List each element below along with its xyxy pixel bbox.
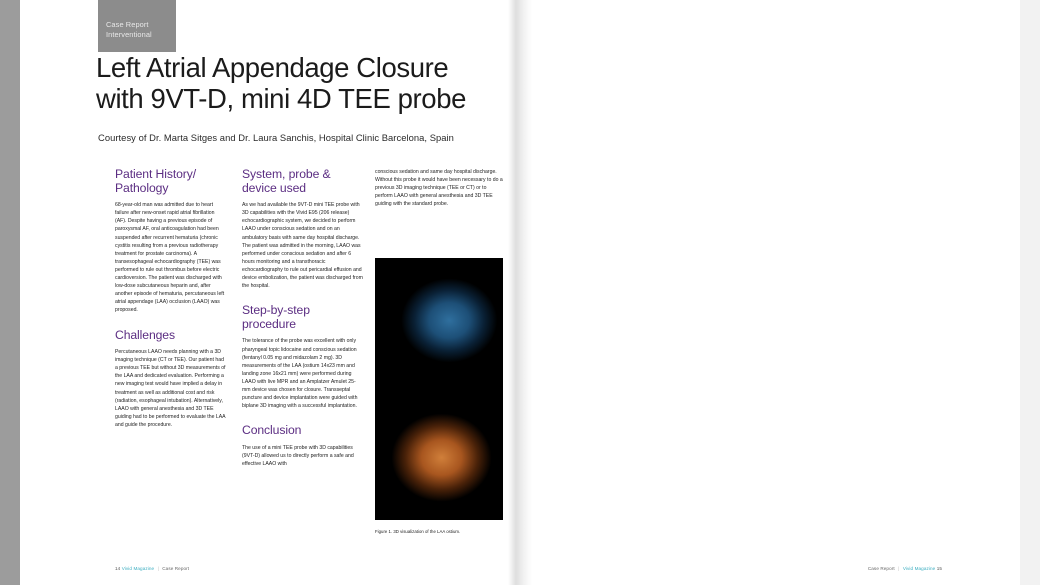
body-column-2 <box>242 168 364 475</box>
figure-1-upper-volume <box>375 258 503 388</box>
article-byline: Courtesy of Dr. Marta Sitges and Dr. Laura Sanchis, Hospital Clinic Barcelona, Spain <box>98 132 454 143</box>
heading-step-by-step: Step-by-step procedure <box>242 303 310 331</box>
text-step-by-step: The tolerance of the probe was excellent with only pharyngeal topic lidocaine and conscious sedation (fentanyl 0.05 mg and midazolam 2 mg). 3D measurements of the LAA (ostium 14x23 mm and landing zone 16x21 mm) were performed during LAAO with live MPR and an Amplatzer Amulet 25-mm device was chosen for closure. Transseptal puncture and device implantation were guided with biplane 3D imaging with a successful implantation. <box>242 338 358 410</box>
article-title: Left Atrial Appendage Closure with 9VT-D, mini 4D TEE probe <box>96 52 466 114</box>
figure-1-image <box>375 258 503 520</box>
text-system-probe: As we had available the 9VT-D mini TEE probe with 3D capabilities with the Vivid E95 (206 release) echocardiographic system, we decided to perform LAAO under conscious sedation and on an ambulatory basis with same day hospital discharge. The patient was admitted in the morning, LAAO was performed under conscious sedation and after 6 hours monitoring and a transthoracic echocardiography to rule out pericardial effusion and device embolization, the patient was discharged from the hospital. <box>242 202 363 290</box>
left-page-edge <box>0 0 20 585</box>
footer-right-brand: Vivid Magazine <box>902 566 936 571</box>
body-column-1 <box>115 168 227 436</box>
footer-left-page: 14 <box>115 566 121 571</box>
footer-right <box>868 566 942 571</box>
figure-1-caption: Figure 1. 3D visualization of the LAA ostium. <box>375 529 461 534</box>
kicker-line-2: Interventional <box>106 29 152 39</box>
heading-system-probe: System, probe & device used <box>242 167 331 195</box>
footer-right-separator: | <box>898 566 900 571</box>
text-challenges: Percutaneous LAAO needs planning with a 3D imaging technique (CT or TEE). Our patient had a previous TEE but without 3D measurements of the LAA and dedicated evaluation. Performing a new imaging test would have implied a delay in treatment as well as additional cost and risk (radiation, esophageal intubation). Alternatively, LAAO with general anesthesia and 3D TEE guiding had to be performed to evaluate the LAA and guide the procedure. <box>115 349 226 428</box>
heading-patient-history: Patient History/ Pathology <box>115 167 197 195</box>
kicker-badge <box>98 0 176 52</box>
footer-left-brand: Vivid Magazine <box>121 566 155 571</box>
text-conclusion-part2: conscious sedation and same day hospital discharge. Without this probe it would have been necessary to do a previous 3D imaging technique (TEE or CT) or to perform LAAO with general anesthesia and 3D TEE guiding with the standard probe. <box>375 169 503 208</box>
footer-left-section: Case Report <box>162 566 190 571</box>
right-page-edge <box>1020 0 1040 585</box>
text-patient-history: 68-year-old man was admitted due to heart failure after new-onset rapid atrial fibrillation (AF). Despite having a previous episode of paroxysmal AF, oral anticoagulation had been suspended after recurrent hematuria (chronic cystitis resulting from a previous radiotherapy treatment for prostate carcinoma). A transesophageal echocardiography (TEE) was performed to rule out thrombus before electric cardioversion. The patient was discharged with low-dose subcutaneous heparin and, after another episode of hematuria, percutaneous left atrial appendage (LAA) occlusion (LAAO) was proposed. <box>115 202 225 314</box>
heading-conclusion: Conclusion <box>242 423 302 438</box>
heading-challenges: Challenges <box>115 327 175 342</box>
text-conclusion-part1: The use of a mini TEE probe with 3D capabilities (9VT-D) allowed us to directly perform a safe and effective LAAO with <box>242 444 354 468</box>
body-column-3 <box>375 168 503 215</box>
figure-1-lower-volume <box>375 390 503 520</box>
kicker-line-1: Case Report <box>106 20 149 29</box>
footer-left-separator: | <box>157 566 159 571</box>
footer-left <box>115 566 189 571</box>
left-page <box>20 0 520 585</box>
footer-right-section: Case Report <box>867 566 895 571</box>
right-page <box>520 0 1020 585</box>
footer-right-page: 15 <box>936 566 942 571</box>
